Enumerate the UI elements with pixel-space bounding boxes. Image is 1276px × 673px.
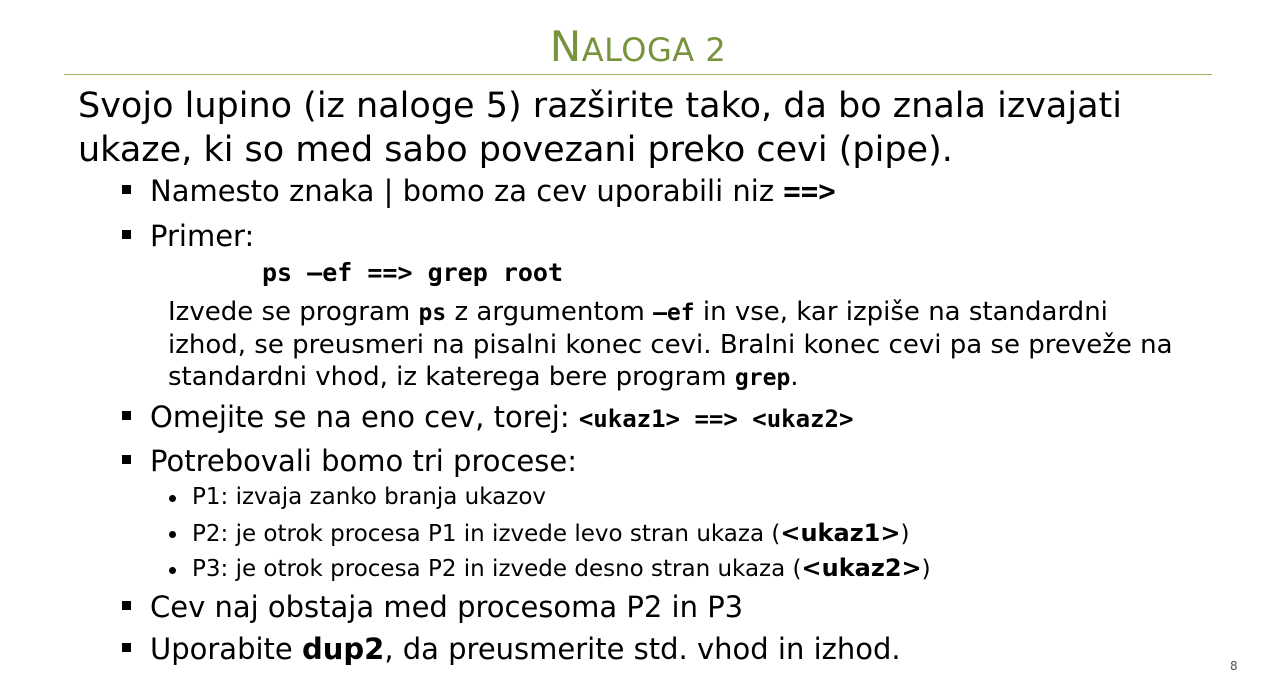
sub-bullet-dot-icon bbox=[169, 531, 176, 538]
sub-bullet-dot-icon bbox=[169, 495, 176, 502]
intro-line-1: Svojo lupino (iz naloge 5) razširite tako, da bo znala izvajati bbox=[78, 86, 1122, 126]
ukaz2-code: <ukaz2> bbox=[801, 554, 922, 582]
code-example: ps –ef ==> grep root bbox=[262, 258, 564, 287]
bullet-1-text: Namesto znaka | bomo za cev uporabili niz bbox=[150, 174, 784, 208]
desc-line-3: standardni vhod, iz katerega bere program grep. bbox=[168, 362, 799, 392]
desc-line-1: Izvede se program ps z argumentom –ef in vse, kar izpiše na standardni bbox=[168, 297, 1108, 327]
sub-bullet-dot-icon bbox=[169, 567, 176, 574]
bullet-4-text: Potrebovali bomo tri procese: bbox=[150, 444, 577, 478]
sub-bullet-p1: P1: izvaja zanko branja ukazov bbox=[192, 484, 547, 510]
sub-bullet-p3: P3: je otrok procesa P2 in izvede desno stran ukaza (<ukaz2>) bbox=[192, 554, 931, 582]
intro-line-2: ukaze, ki so med sabo povezani preko cevi (pipe). bbox=[78, 130, 953, 170]
bullet-square-icon bbox=[122, 455, 131, 464]
ukaz-pipe-code: <ukaz1> ==> <ukaz2> bbox=[578, 405, 854, 433]
code-ef: –ef bbox=[653, 300, 695, 326]
bullet-2-text: Primer: bbox=[150, 219, 255, 253]
sub-bullet-p2: P2: je otrok procesa P1 in izvede levo stran ukaza (<ukaz1>) bbox=[192, 519, 910, 547]
title-first-letter: N bbox=[549, 22, 582, 71]
pipe-operator-code: ==> bbox=[783, 174, 836, 208]
intro-paragraph bbox=[78, 84, 1228, 172]
desc-line-2: izhod, se preusmeri na pisalni konec cevi. Bralni konec cevi pa se preveže na bbox=[168, 330, 1173, 360]
bullet-5-text: Cev naj obstaja med procesoma P2 in P3 bbox=[150, 590, 744, 624]
slide-title bbox=[0, 22, 1276, 71]
dup2-keyword: dup2 bbox=[301, 632, 385, 666]
example-description bbox=[168, 296, 1228, 394]
title-rest: ALOGA 2 bbox=[581, 31, 727, 69]
code-grep: grep bbox=[734, 365, 791, 391]
page-number: 8 bbox=[1230, 659, 1238, 673]
title-divider bbox=[64, 74, 1212, 75]
bullet-3-text: Omejite se na eno cev, torej: bbox=[150, 400, 579, 434]
bullet-square-icon bbox=[122, 230, 131, 239]
code-ps: ps bbox=[418, 300, 447, 326]
bullet-square-icon bbox=[122, 411, 131, 420]
bullet-square-icon bbox=[122, 643, 131, 652]
ukaz1-code: <ukaz1> bbox=[780, 519, 901, 547]
bullet-square-icon bbox=[122, 601, 131, 610]
bullet-square-icon bbox=[122, 185, 131, 194]
